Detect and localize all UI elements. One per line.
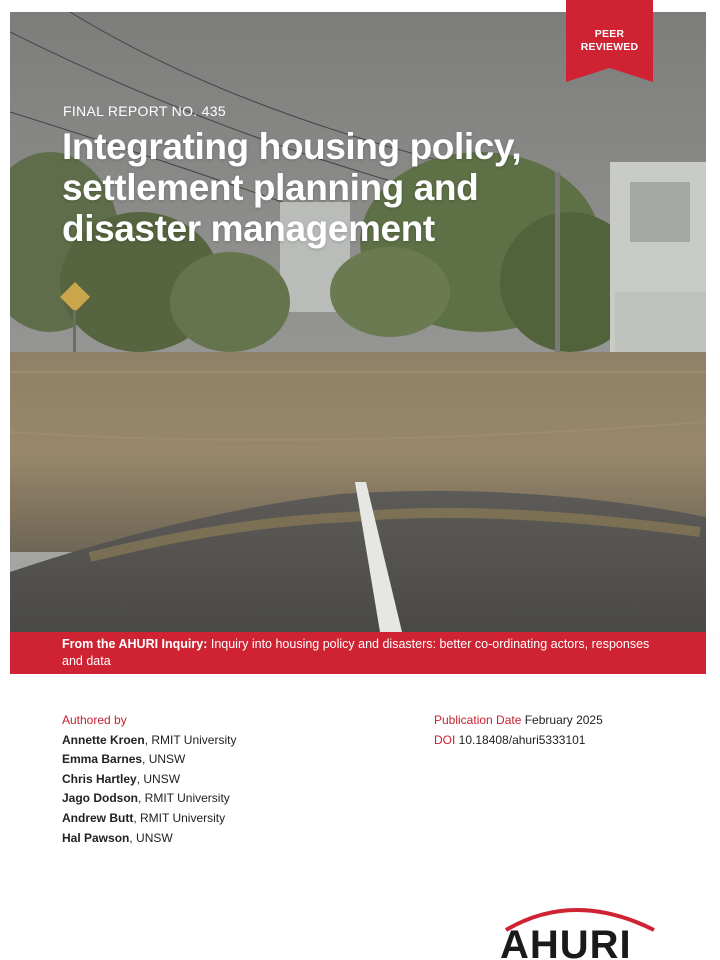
author-affiliation: , UNSW — [129, 830, 173, 845]
authored-by-label: Authored by — [62, 713, 127, 727]
author-name: Andrew Butt — [62, 810, 134, 825]
report-title: Integrating housing policy, settlement planning and disaster management — [62, 126, 522, 249]
badge-line-2: REVIEWED — [580, 41, 639, 53]
author-affiliation: , RMIT University — [138, 791, 230, 806]
author-line — [62, 770, 382, 790]
peer-reviewed-badge — [566, 0, 653, 82]
ahuri-logo — [494, 892, 664, 960]
author-line — [62, 829, 382, 849]
publication-date-value: February 2025 — [521, 713, 603, 727]
publication-date — [434, 711, 704, 731]
author-line — [62, 789, 382, 809]
badge-line-1: PEER — [594, 28, 625, 40]
author-line — [62, 809, 382, 829]
author-name: Jago Dodson — [62, 791, 139, 806]
author-affiliation: , RMIT University — [133, 810, 226, 825]
report-number: FINAL REPORT NO. 435 — [63, 103, 226, 119]
inquiry-text: Inquiry into housing policy and disasters: better co-ordinating actors, responses and data — [62, 637, 650, 668]
logo-text: AHURI — [500, 923, 632, 960]
author-line — [62, 731, 382, 751]
author-name: Annette Kroen — [62, 732, 145, 747]
author-affiliation: , RMIT University — [144, 732, 237, 747]
doi — [434, 731, 704, 751]
author-affiliation: , UNSW — [136, 771, 181, 786]
doi-label: DOI — [434, 732, 456, 747]
doi-value[interactable]: 10.18408/ahuri5333101 — [455, 732, 586, 747]
inquiry-banner — [10, 632, 706, 674]
author-name: Emma Barnes — [62, 752, 143, 767]
author-line — [62, 750, 382, 770]
author-name: Chris Hartley — [62, 771, 137, 786]
publication-date-label: Publication Date — [434, 713, 522, 727]
author-name: Hal Pawson — [62, 830, 130, 845]
inquiry-lead: From the AHURI Inquiry: — [62, 637, 208, 651]
author-affiliation: , UNSW — [142, 752, 186, 767]
publication-meta — [434, 711, 704, 750]
authors-block — [62, 711, 382, 848]
